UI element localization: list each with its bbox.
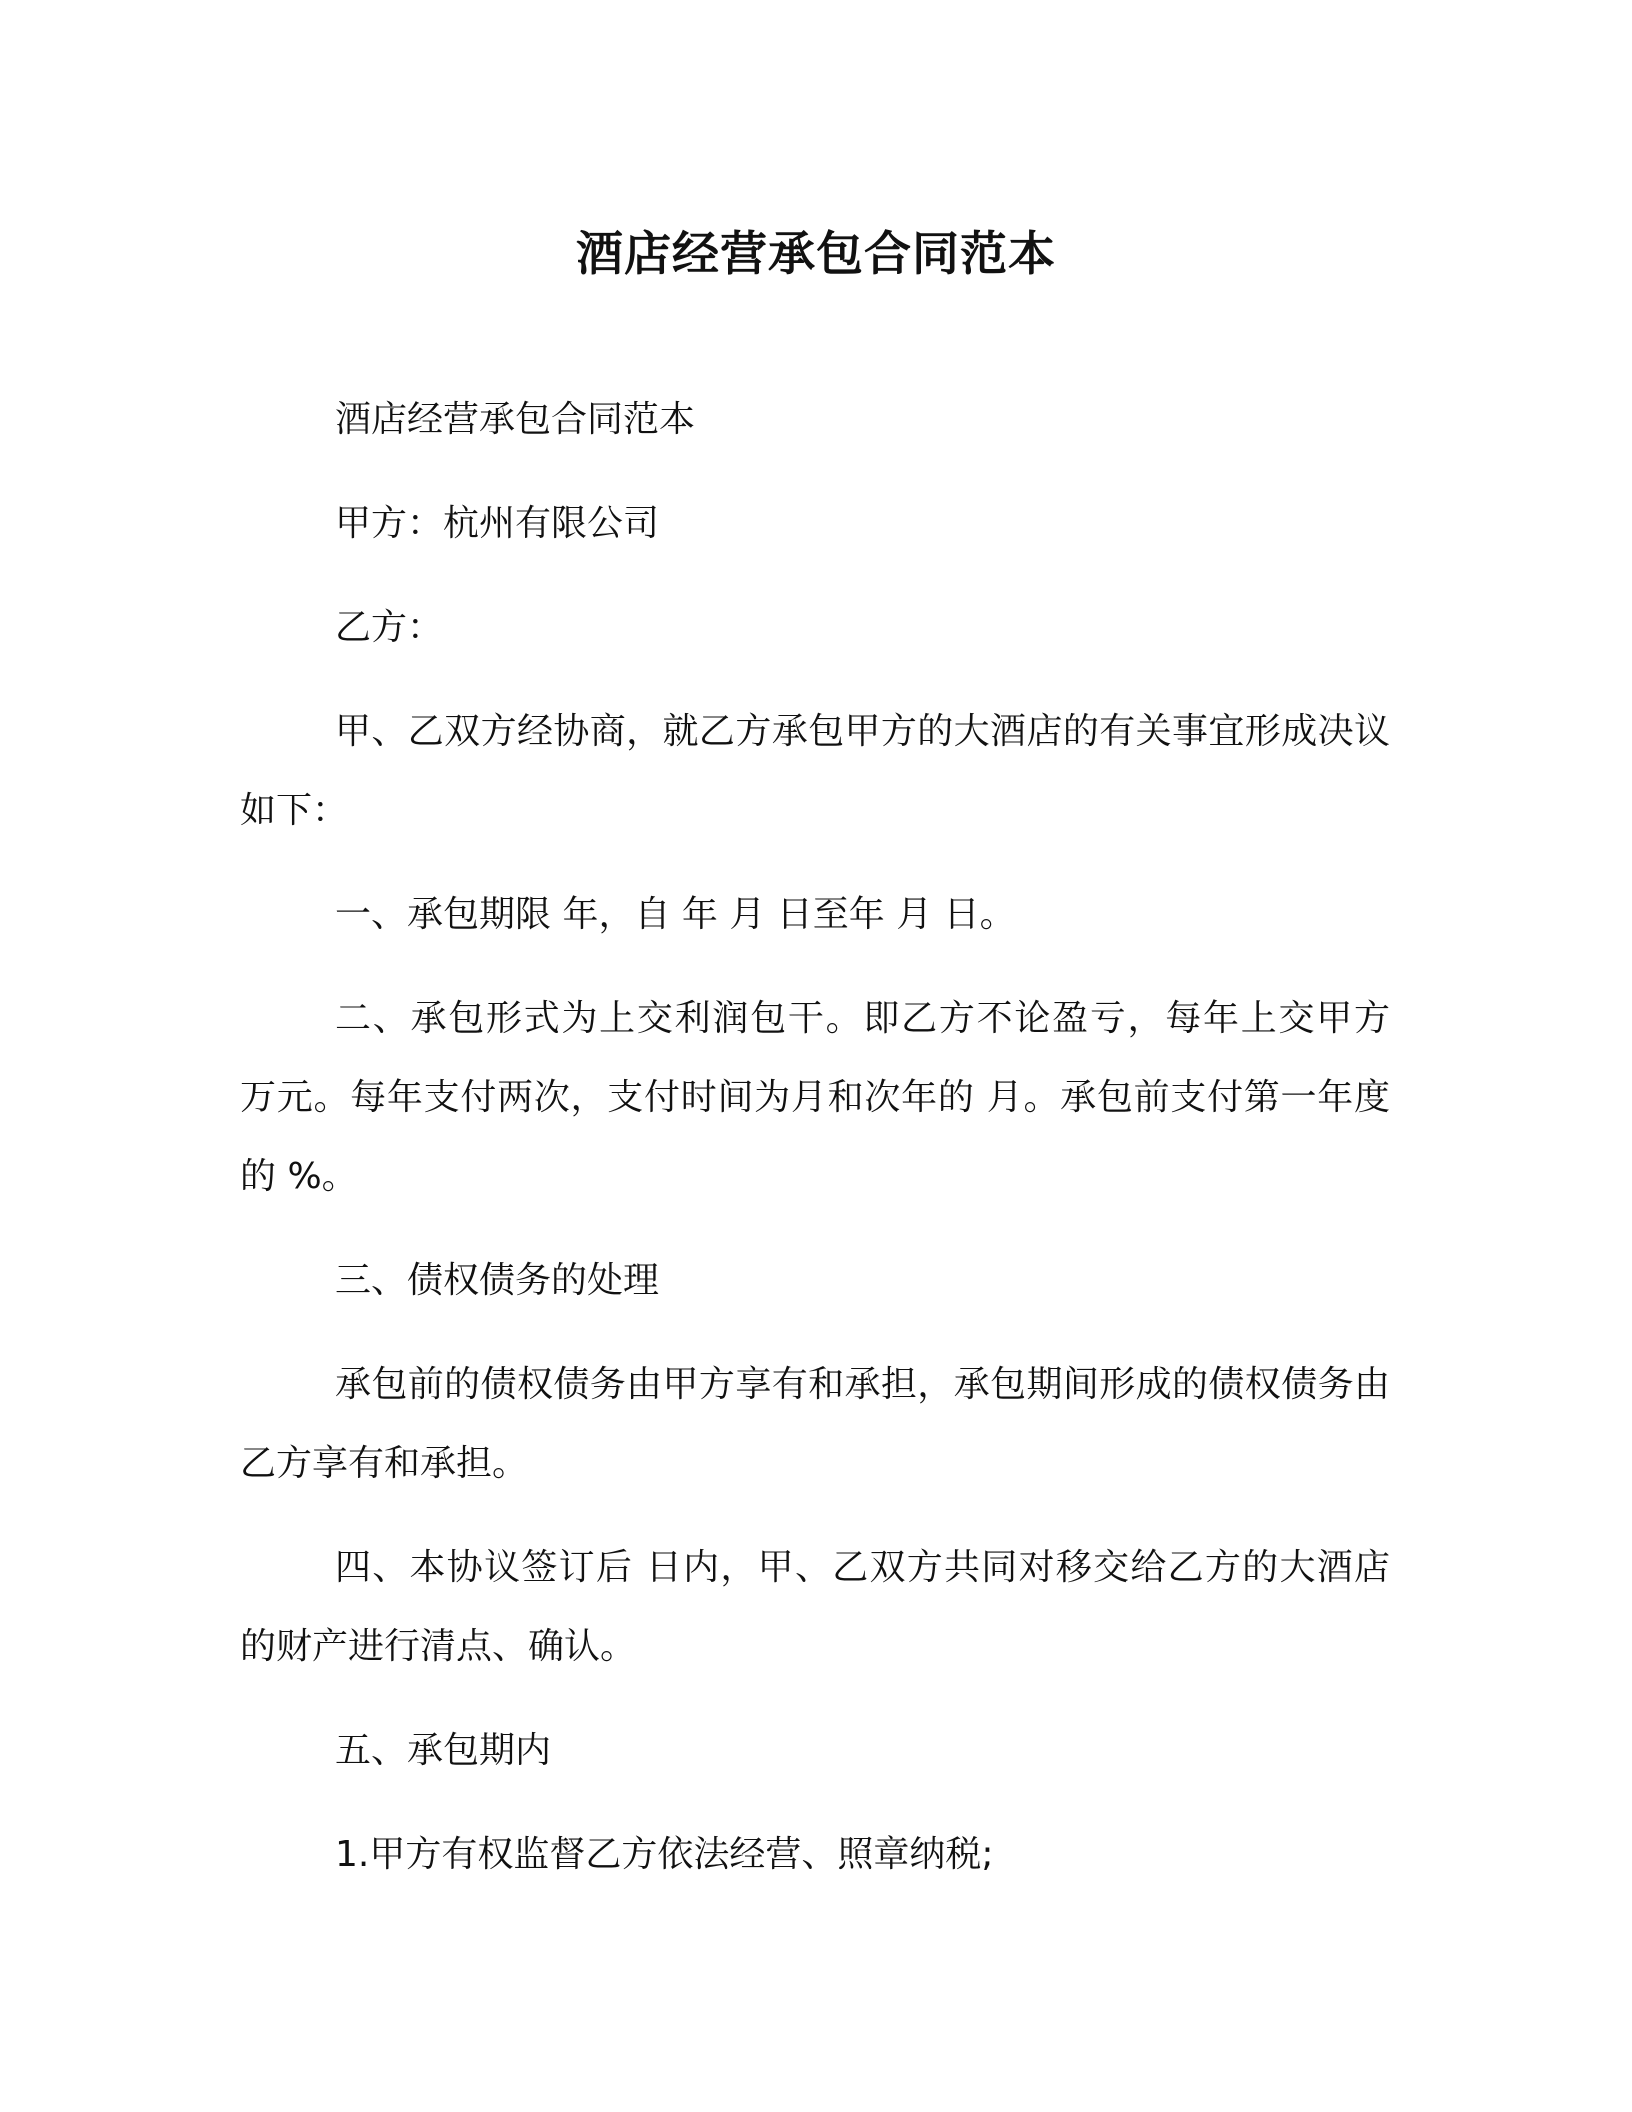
document-body xyxy=(240,380,1390,1919)
paragraph-clause-3-body: 承包前的债权债务由甲方享有和承担，承包期间形成的债权债务由乙方享有和承担。 xyxy=(240,1364,1390,1484)
paragraph-subtitle: 酒店经营承包合同范本 xyxy=(335,399,696,440)
paragraph-clause-5-heading: 五、承包期内 xyxy=(335,1730,552,1771)
paragraph-clause-1: 一、承包期限 年，自 年 月 日至年 月 日。 xyxy=(335,894,1016,935)
document-title: 酒店经营承包合同范本 xyxy=(576,227,1056,282)
paragraph-party-b: 乙方： xyxy=(335,607,444,648)
paragraph-preamble: 甲、乙双方经协商，就乙方承包甲方的大酒店的有关事宜形成决议如下： xyxy=(240,711,1390,831)
paragraph-clause-3-heading: 三、债权债务的处理 xyxy=(335,1260,660,1301)
paragraph-clause-5-item-1: 1.甲方有权监督乙方依法经营、照章纳税; xyxy=(335,1834,994,1875)
paragraph-party-a: 甲方：杭州有限公司 xyxy=(335,503,660,544)
paragraph-clause-2: 二、承包形式为上交利润包干。即乙方不论盈亏，每年上交甲方 万元。每年支付两次，支付时间为月和次年的 月。承包前支付第一年度的 %。 xyxy=(240,998,1390,1197)
paragraph-clause-4: 四、本协议签订后 日内，甲、乙双方共同对移交给乙方的大酒店的财产进行清点、确认。 xyxy=(240,1547,1390,1667)
